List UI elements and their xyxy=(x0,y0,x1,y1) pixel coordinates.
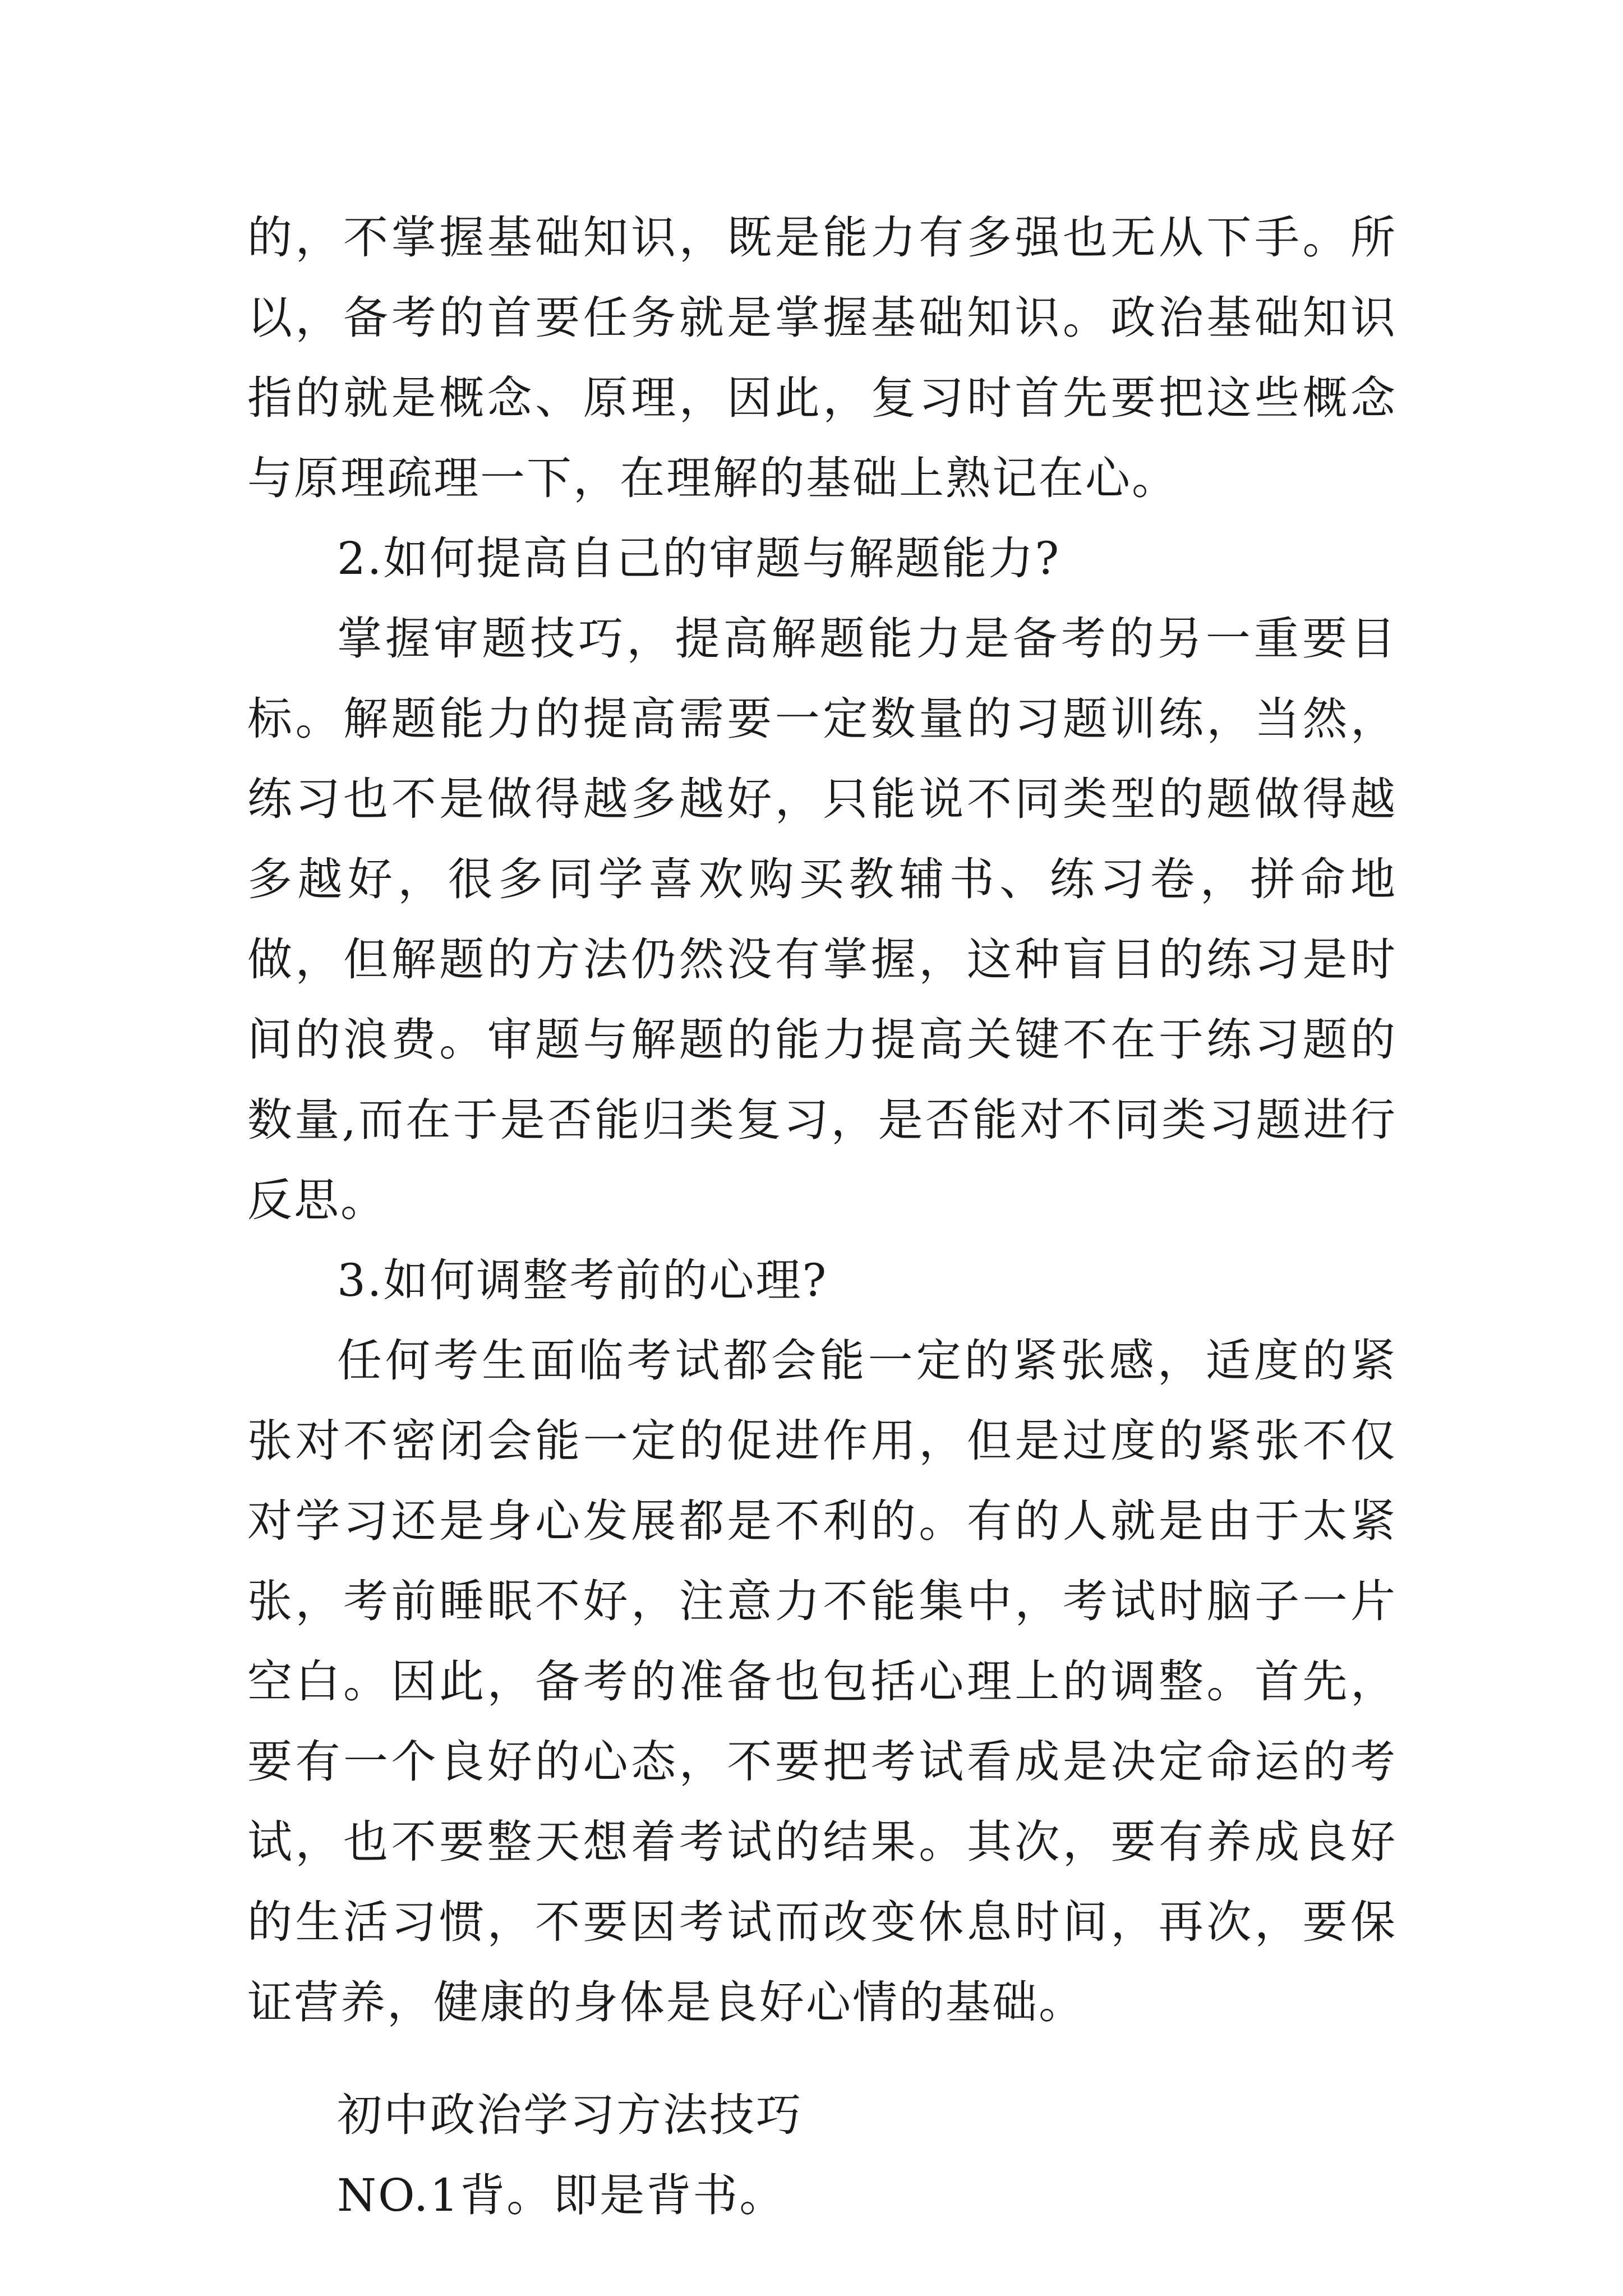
method-no1: NO.1背。即是背书。 xyxy=(337,2169,786,2221)
paragraph-problem-solving: 掌握审题技巧，提高解题能力是备考的另一重要目标。解题能力的提高需要一定数量的习题训练，当然，练习也不是做得越多越好，只能说不同类型的题做得越多越好，很多同学喜欢购买教辅书、练习卷，拼命地做，但解题的方法仍然没有掌握，这种盲目的练习是时间的浪费。审题与解题的能力提高关键不在于练习题的数量,而在于是否能归类复习，是否能对不同类习题进行反思。 xyxy=(247,613,1397,1226)
paragraph-basic-knowledge: 的，不掌握基础知识，既是能力有多强也无从下手。所以，备考的首要任务就是掌握基础知识。政治基础知识指的就是概念、原理，因此，复习时首先要把这些概念与原理疏理一下，在理解的基础上熟记在心。 xyxy=(247,211,1397,504)
body-text xyxy=(247,197,1397,2235)
paragraph-psychology: 任何考生面临考试都会能一定的紧张感，适度的紧张对不密闭会能一定的促进作用，但是过度的紧张不仅对学习还是身心发展都是不利的。有的人就是由于太紧张，考前睡眠不好，注意力不能集中，考试时脑子一片空白。因此，备考的准备也包括心理上的调整。首先，要有一个良好的心态，不要把考试看成是决定命运的考试，也不要整天想着考试的结果。其次，要有养成良好的生活习惯，不要因考试而改变休息时间，再次，要保证营养，健康的身体是良好心情的基础。 xyxy=(247,1335,1397,2028)
section-title: 初中政治学习方法技巧 xyxy=(337,2089,803,2141)
question-2-heading: 2.如何提高自己的审题与解题能力? xyxy=(337,532,1061,585)
question-3-heading: 3.如何调整考前的心理? xyxy=(337,1254,828,1306)
